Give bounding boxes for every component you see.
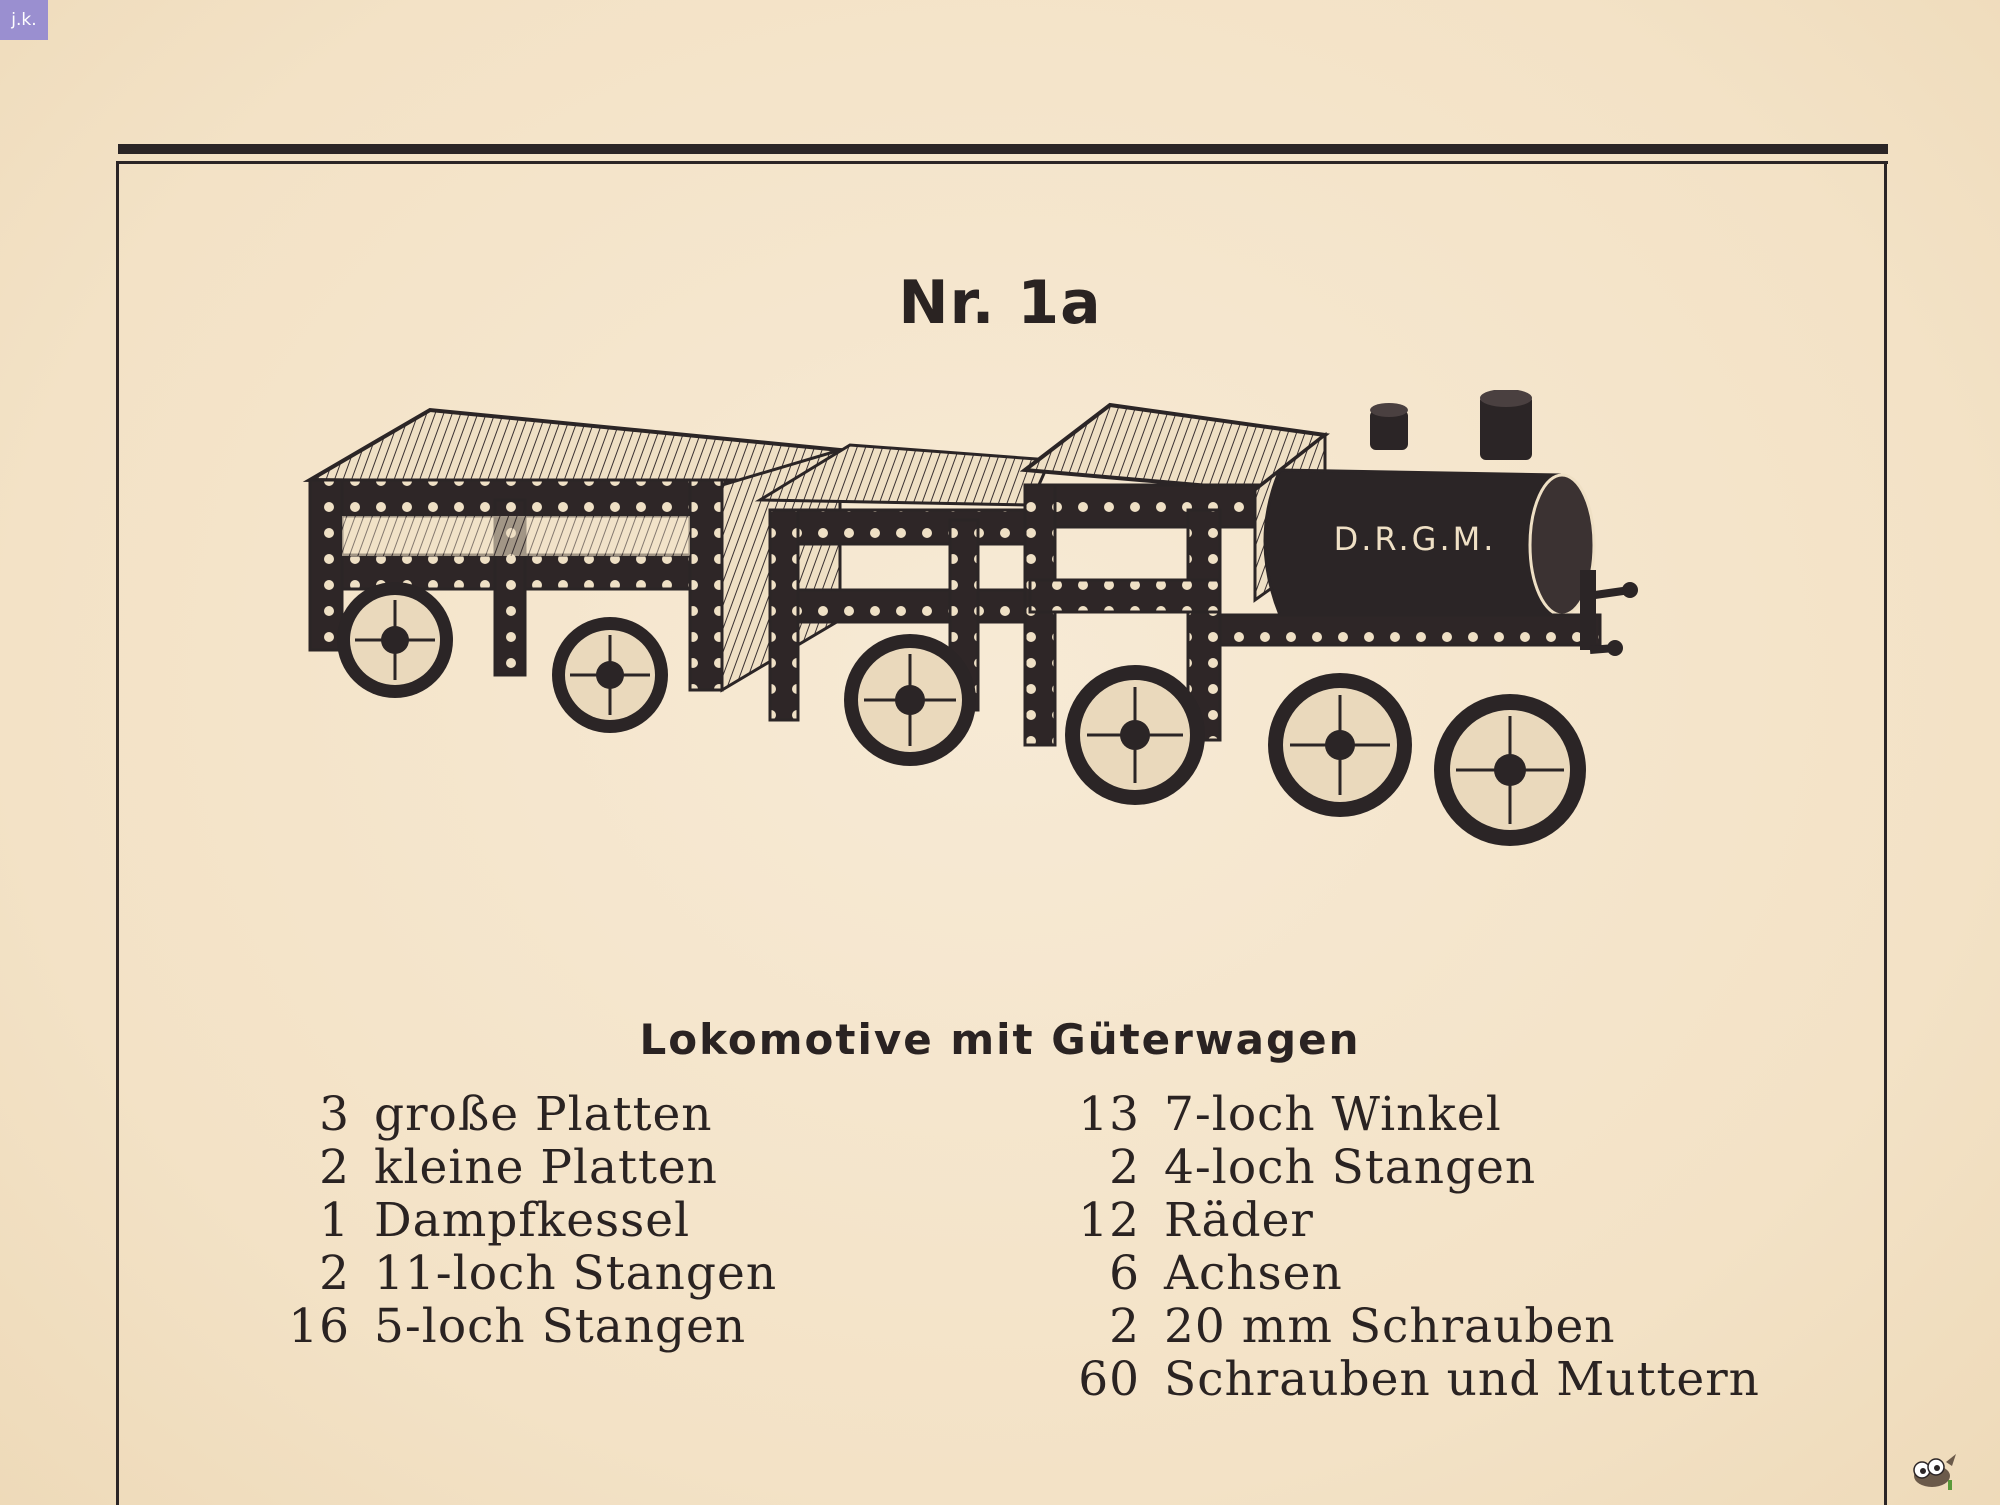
wheel [1065,665,1205,805]
part-row [1070,1300,1760,1353]
wheel [1434,694,1586,846]
part-name: Dampfkessel [374,1193,691,1248]
part-qty: 6 [1109,1246,1140,1301]
part-qty: 2 [319,1140,350,1195]
part-qty: 16 [288,1299,350,1354]
boiler-lettering: D.R.G.M. [1333,520,1497,558]
frame-left-border [116,161,119,1505]
corner-tag: j.k. [0,0,48,40]
part-name: große Platten [374,1087,713,1142]
part-name: Schrauben und Muttern [1164,1352,1760,1407]
page-title: Nr. 1a [898,268,1102,338]
part-qty: 60 [1078,1352,1140,1407]
part-row [1070,1353,1760,1406]
parts-list-left [280,1088,777,1353]
part-name: 5-loch Stangen [374,1299,747,1354]
part-row [1070,1141,1760,1194]
part-row [280,1300,777,1353]
part-name: 11-loch Stangen [374,1246,778,1301]
train-illustration [290,390,1710,960]
gimp-mascot-icon [1908,1450,1958,1492]
part-row [280,1247,777,1300]
part-name: kleine Platten [374,1140,718,1195]
part-qty: 13 [1078,1087,1140,1142]
part-name: 7-loch Winkel [1164,1087,1502,1142]
model-name: Lokomotive mit Güterwagen [639,1015,1361,1064]
part-name: Achsen [1164,1246,1343,1301]
part-qty: 2 [1109,1299,1140,1354]
part-row [1070,1247,1760,1300]
part-row [280,1141,777,1194]
part-qty: 2 [1109,1140,1140,1195]
part-row [1070,1088,1760,1141]
part-name: 4-loch Stangen [1164,1140,1537,1195]
part-row [280,1088,777,1141]
part-row [1070,1194,1760,1247]
top-rule-thin [118,161,1888,164]
part-row [280,1194,777,1247]
top-rule-thick [118,144,1888,154]
frame-right-border [1884,161,1887,1505]
part-qty: 3 [319,1087,350,1142]
wheel [552,617,668,733]
wheel [337,582,453,698]
part-name: 20 mm Schrauben [1164,1299,1616,1354]
wheel [1268,673,1412,817]
parts-list-right [1070,1088,1760,1406]
part-qty: 1 [319,1193,350,1248]
part-qty: 2 [319,1246,350,1301]
part-name: Räder [1164,1193,1314,1248]
part-qty: 12 [1078,1193,1140,1248]
wheel [844,634,976,766]
